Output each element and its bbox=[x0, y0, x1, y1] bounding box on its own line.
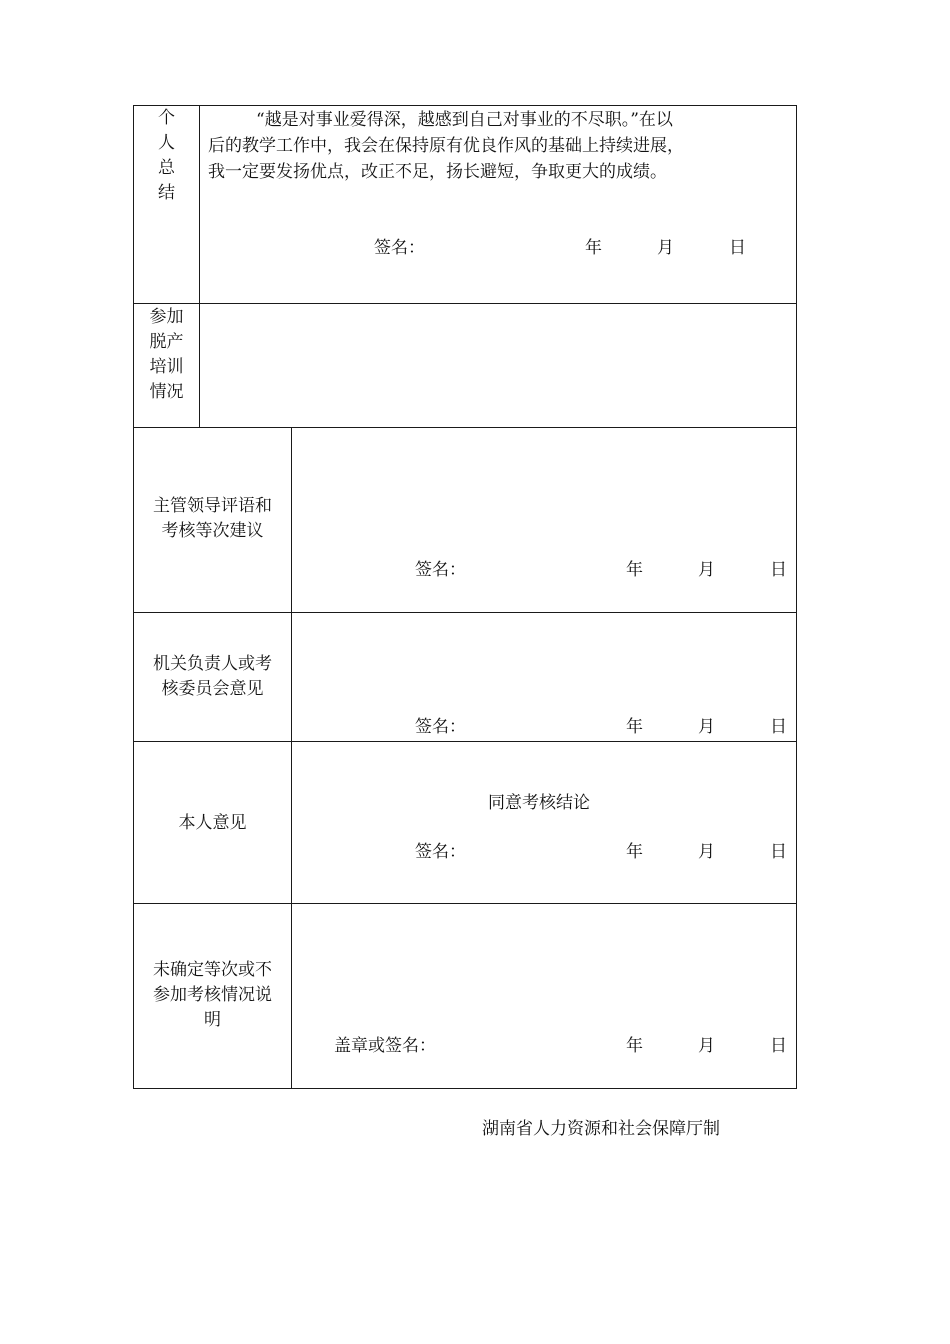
personal-summary-year: 年 bbox=[585, 238, 602, 258]
table-left-border bbox=[133, 105, 134, 1089]
personal-summary-text bbox=[208, 107, 778, 185]
self-opinion-sign-label: 签名： bbox=[415, 842, 466, 862]
self-opinion-month: 月 bbox=[698, 842, 715, 862]
personal-summary-label-char: 总 bbox=[158, 158, 175, 178]
training-label-line: 脱产 bbox=[149, 332, 184, 352]
personal-summary-label bbox=[134, 106, 199, 206]
supervisor-label-line-2: 考核等次建议 bbox=[161, 521, 264, 541]
self-opinion-content: 同意考核结论 bbox=[488, 793, 590, 813]
undetermined-year: 年 bbox=[626, 1036, 643, 1056]
committee-day: 日 bbox=[770, 717, 787, 737]
summary-line-2: 后的教学工作中，我会在保持原有优良作风的基础上持续进展， bbox=[208, 136, 684, 156]
table-bottom-border bbox=[133, 1088, 797, 1089]
undetermined-label-line-2: 参加考核情况说 bbox=[153, 985, 272, 1005]
personal-summary-label-char: 人 bbox=[158, 133, 175, 153]
personal-summary-label-char: 结 bbox=[158, 183, 175, 203]
supervisor-month: 月 bbox=[698, 560, 715, 580]
undetermined-month: 月 bbox=[698, 1036, 715, 1056]
supervisor-sign-label: 签名： bbox=[415, 560, 466, 580]
column-divider-wide bbox=[291, 427, 292, 1089]
supervisor-label-line-1: 主管领导评语和 bbox=[153, 496, 272, 516]
undetermined-label-line-3: 明 bbox=[204, 1010, 221, 1030]
row-divider-5 bbox=[133, 903, 797, 904]
undetermined-sign-label: 盖章或签名： bbox=[334, 1036, 436, 1056]
summary-line-3: 我一定要发扬优点，改正不足，扬长避短，争取更大的成绩。 bbox=[208, 162, 667, 182]
row-divider-2 bbox=[133, 427, 797, 428]
committee-sign-label: 签名： bbox=[415, 717, 466, 737]
undetermined-label bbox=[134, 958, 291, 1033]
committee-opinion-label bbox=[134, 652, 291, 702]
self-opinion-year: 年 bbox=[626, 842, 643, 862]
personal-summary-month: 月 bbox=[657, 238, 674, 258]
row-divider-4 bbox=[133, 741, 797, 742]
undetermined-label-line-1: 未确定等次或不 bbox=[153, 960, 272, 980]
self-opinion-label-text: 本人意见 bbox=[178, 813, 247, 833]
summary-line-1: “越是对事业爱得深，越感到自己对事业的不尽职。”在以 bbox=[256, 110, 673, 130]
row-divider-3 bbox=[133, 612, 797, 613]
committee-month: 月 bbox=[698, 717, 715, 737]
self-opinion-day: 日 bbox=[770, 842, 787, 862]
table-right-border bbox=[796, 105, 797, 1089]
training-label-line: 参加 bbox=[149, 307, 184, 327]
issuer-footer: 湖南省人力资源和社会保障厅制 bbox=[482, 1119, 720, 1139]
committee-label-line-1: 机关负责人或考 bbox=[153, 654, 272, 674]
personal-summary-sign-label: 签名： bbox=[374, 238, 425, 258]
training-label-line: 培训 bbox=[149, 357, 184, 377]
training-label-line: 情况 bbox=[149, 382, 184, 402]
undetermined-day: 日 bbox=[770, 1036, 787, 1056]
committee-label-line-2: 核委员会意见 bbox=[161, 679, 264, 699]
row-divider-1 bbox=[133, 303, 797, 304]
supervisor-year: 年 bbox=[626, 560, 643, 580]
committee-year: 年 bbox=[626, 717, 643, 737]
training-label bbox=[134, 305, 199, 405]
supervisor-comment-label bbox=[134, 494, 291, 544]
personal-summary-day: 日 bbox=[729, 238, 746, 258]
self-opinion-label bbox=[134, 811, 291, 836]
table-top-border bbox=[133, 105, 797, 106]
supervisor-day: 日 bbox=[770, 560, 787, 580]
column-divider-narrow bbox=[199, 105, 200, 428]
personal-summary-label-char: 个 bbox=[158, 108, 175, 128]
